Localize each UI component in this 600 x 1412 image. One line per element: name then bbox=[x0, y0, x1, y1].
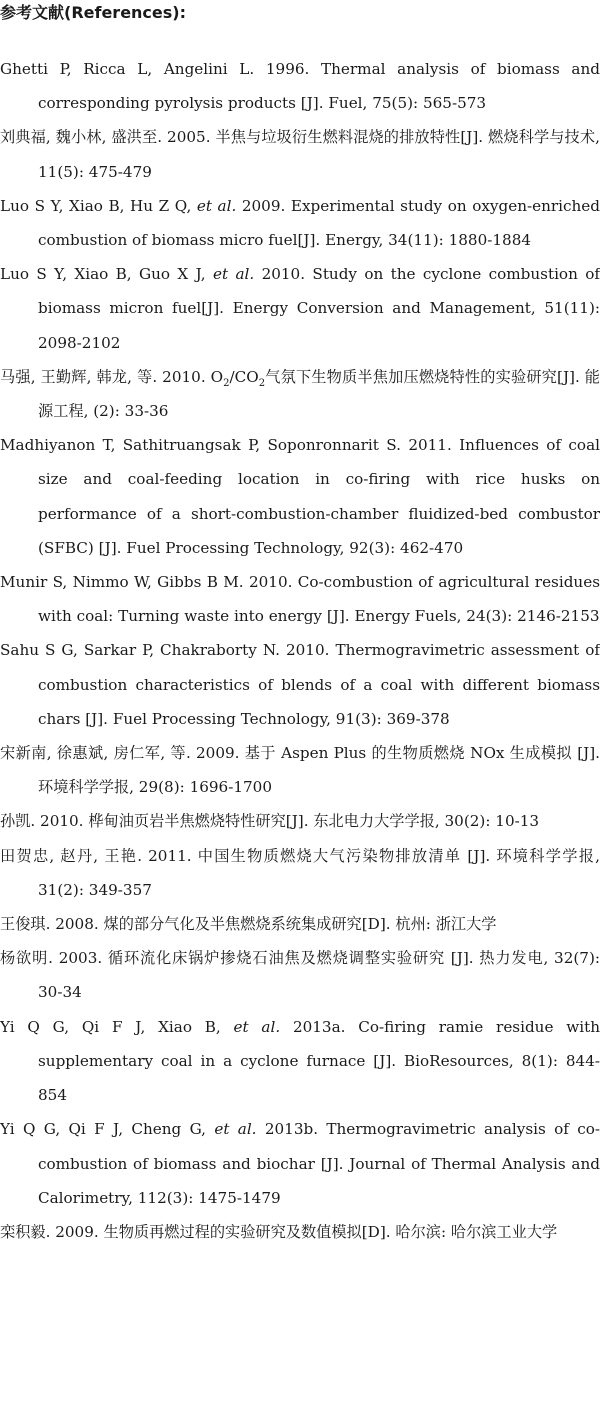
reference-item: Ghetti P, Ricca L, Angelini L. 1996. Thermal analysis of biomass and corresponding pyrolysis products [J]. Fuel, 75(5): 565-573 bbox=[0, 60, 600, 113]
reference-item: 栾积毅. 2009. 生物质再燃过程的实验研究及数值模拟[D]. 哈尔滨: 哈尔滨工业大学 bbox=[0, 1222, 558, 1241]
reference-item: 马强, 王勤辉, 韩龙, 等. 2010. $O_2/CO_2$气氛下生物质半焦加压燃烧特性的实验研究[J]. 能源工程, (2): 33-36 bbox=[0, 367, 600, 421]
reference-item: Yi Q G, Qi F J, Cheng G, et al. 2013b. Thermogravimetric analysis of co-combustion of biomass and biochar [J]. Journal of Thermal Analysis and Calorimetry, 112(3): 1475-1479 bbox=[0, 1120, 600, 1207]
reference-item: 宋新南, 徐惠斌, 房仁军, 等. 2009. 基于 Aspen Plus 的生物质燃烧 NOx 生成模拟 [J]. 环境科学学报, 29(8): 1696-1700 bbox=[0, 744, 600, 797]
reference-item: 王俊琪. 2008. 煤的部分气化及半焦燃烧系统集成研究[D]. 杭州: 浙江大学 bbox=[0, 915, 497, 934]
reference-list bbox=[0, 52, 600, 1249]
reference-item: Luo S Y, Xiao B, Guo X J, et al. 2010. Study on the cyclone combustion of biomass micron fuel[J]. Energy Conversion and Management, 51(11): 2098-2102 bbox=[0, 265, 600, 352]
reference-item: 杨欲明. 2003. 循环流化床锅炉掺烧石油焦及燃烧调整实验研究 [J]. 热力发电, 32(7): 30-34 bbox=[0, 949, 600, 1002]
reference-item: Munir S, Nimmo W, Gibbs B M. 2010. Co-combustion of agricultural residues with coal: Turning waste into energy [J]. Energy Fuels, 24(3): 2146-2153 bbox=[0, 573, 600, 626]
reference-item: Madhiyanon T, Sathitruangsak P, Soponronnarit S. 2011. Influences of coal size and coal-feeding location in co-firing with rice husks on performance of a short-combustion-chamber fluidized-bed combustor (SFBC) [J]. Fuel Processing Technology, 92(3): 462-470 bbox=[0, 436, 600, 557]
reference-item: 刘典福, 魏小林, 盛洪至. 2005. 半焦与垃圾衍生燃料混烧的排放特性[J]. 燃烧科学与技术, 11(5): 475-479 bbox=[0, 128, 600, 181]
reference-item: Yi Q G, Qi F J, Xiao B, et al. 2013a. Co-firing ramie residue with supplementary coal in a cyclone furnace [J]. BioResources, 8(1): 844-854 bbox=[0, 1017, 600, 1105]
reference-item: 田贺忠, 赵丹, 王艳. 2011. 中国生物质燃烧大气污染物排放清单 [J]. 环境科学学报, 31(2): 349-357 bbox=[0, 846, 600, 899]
reference-item: 孙凯. 2010. 桦甸油页岩半焦燃烧特性研究[J]. 东北电力大学学报, 30(2): 10-13 bbox=[0, 812, 540, 831]
references-heading: 参考文献(References): bbox=[0, 3, 187, 22]
reference-item: Luo S Y, Xiao B, Hu Z Q, et al. 2009. Experimental study on oxygen-enriched combustion of biomass micro fuel[J]. Energy, 34(11): 1880-1884 bbox=[0, 196, 600, 250]
reference-item: Sahu S G, Sarkar P, Chakraborty N. 2010. Thermogravimetric assessment of combustion characteristics of blends of a coal with different biomass chars [J]. Fuel Processing Technology, 91(3): 369-378 bbox=[0, 641, 600, 728]
